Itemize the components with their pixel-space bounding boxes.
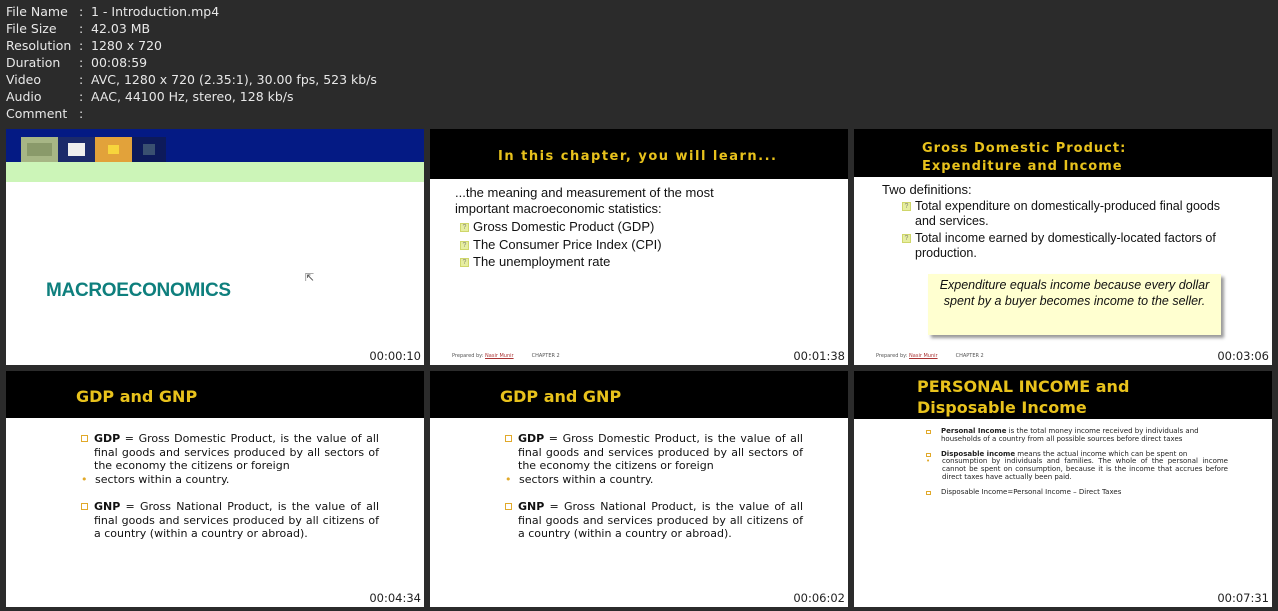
bullet-icon xyxy=(926,453,931,457)
mouse-cursor-icon: ⇱ xyxy=(305,271,315,284)
info-row-file-name: File Name : 1 - Introduction.mp4 xyxy=(6,4,220,19)
bullet-icon: ? xyxy=(460,223,469,232)
list-item: ? Total income earned by domestically-located factors of production. xyxy=(902,231,1232,261)
gnp-definition: GNP = Gross National Product, is the value of all final goods and services produced by all citizens of a country (within a country or abroad). xyxy=(81,500,379,541)
formula: Disposable Income=Personal Income – Direct Taxes xyxy=(926,489,1228,497)
bullet-icon xyxy=(505,503,512,510)
slide-lead: Two definitions: xyxy=(882,182,972,197)
thumbnail-3[interactable] xyxy=(854,129,1272,365)
slide-title: GDP and GNP xyxy=(430,371,848,418)
timestamp: 00:00:10 xyxy=(369,349,421,363)
bullet-icon: ? xyxy=(902,202,911,211)
slide-title: Gross Domestic Product: Expenditure and Income xyxy=(854,129,1272,177)
slide-body: GDP = Gross Domestic Product, is the value of all final goods and services produced by all sectors of the economy the citizens or foreign • sectors within a country. GNP = Gross National Product, is the value of all final goods and services produced by all citizens of a country (within a country or abroad). xyxy=(81,432,379,540)
bullet-icon: ? xyxy=(460,258,469,267)
bullet-icon: ? xyxy=(902,234,911,243)
slide-footer: Prepared by: Nasir Munir CHAPTER 2 xyxy=(876,353,984,359)
bullet-icon xyxy=(505,435,512,442)
list-item: ? The unemployment rate xyxy=(460,253,662,271)
gnp-definition: GNP = Gross National Product, is the value of all final goods and services produced by all citizens of a country (within a country or abroad). xyxy=(505,500,803,541)
disposable-income-definition: Disposable income means the actual income which can be spent on xyxy=(926,451,1228,459)
personal-income-definition: Personal Income is the total money income received by individuals and households of a country from all possible sources before direct taxes xyxy=(926,428,1228,444)
thumbnail-5[interactable] xyxy=(430,371,848,607)
info-row-duration: Duration : 00:08:59 xyxy=(6,55,148,70)
list-item: ? The Consumer Price Index (CPI) xyxy=(460,236,662,254)
bullet-icon xyxy=(926,491,931,495)
gdp-definition: GDP = Gross Domestic Product, is the value of all final goods and services produced by all sectors of the economy the citizens or foreign xyxy=(81,432,379,473)
file-info xyxy=(6,3,377,122)
info-row-resolution: Resolution : 1280 x 720 xyxy=(6,38,163,53)
thumbnail-6[interactable] xyxy=(854,371,1272,607)
gdp-definition: GDP = Gross Domestic Product, is the value of all final goods and services produced by all sectors of the economy the citizens or foreign xyxy=(505,432,803,473)
thumbnail-1[interactable] xyxy=(6,129,424,365)
slide-list xyxy=(902,199,1232,261)
bullet-icon xyxy=(81,503,88,510)
slide-title: PERSONAL INCOME and Disposable Income xyxy=(854,371,1272,419)
timestamp: 00:04:34 xyxy=(369,591,421,605)
info-row-video: Video : AVC, 1280 x 720 (2.35:1), 30.00 fps, 523 kb/s xyxy=(6,72,377,87)
logo-squares xyxy=(21,137,166,162)
slide-title: In this chapter, you will learn... xyxy=(430,129,848,179)
timestamp: 00:03:06 xyxy=(1217,349,1269,363)
slide-title: MACROECONOMICS xyxy=(46,280,231,301)
bullet-icon xyxy=(926,430,931,434)
slide-body: Personal Income is the total money income received by individuals and households of a country from all possible sources before direct taxes Disposable income means the actual income which can be spent on • consumption by individuals and families. The whole of the personal income cannot be spent on consumption, because it is the income that accrues before direct taxes have actually been paid. Disposable Income=Personal Income – Direct Taxes xyxy=(926,427,1228,496)
slide-list xyxy=(460,218,662,271)
bullet-icon xyxy=(81,435,88,442)
info-row-file-size: File Size : 42.03 MB xyxy=(6,21,151,36)
slide-green-band xyxy=(6,162,424,182)
slide-title: GDP and GNP xyxy=(6,371,424,418)
thumbnail-4[interactable] xyxy=(6,371,424,607)
list-item: ? Gross Domestic Product (GDP) xyxy=(460,218,662,236)
slide-intro: ...the meaning and measurement of the most important macroeconomic statistics: xyxy=(455,185,714,216)
list-item: ? Total expenditure on domestically-produced final goods and services. xyxy=(902,199,1232,229)
slide-footer: Prepared by: Nasir Munir CHAPTER 2 xyxy=(452,353,560,359)
thumbnail-2[interactable] xyxy=(430,129,848,365)
callout-box: Expenditure equals income because every dollar spent by a buyer becomes income to the seller. xyxy=(928,274,1221,335)
info-row-comment: Comment : xyxy=(6,106,84,121)
slide-body: GDP = Gross Domestic Product, is the value of all final goods and services produced by all sectors of the economy the citizens or foreign • sectors within a country. GNP = Gross National Product, is the value of all final goods and services produced by all citizens of a country (within a country or abroad). xyxy=(505,432,803,540)
bullet-icon: ? xyxy=(460,241,469,250)
info-row-audio: Audio : AAC, 44100 Hz, stereo, 128 kb/s xyxy=(6,89,294,104)
timestamp: 00:07:31 xyxy=(1217,591,1269,605)
timestamp: 00:06:02 xyxy=(793,591,845,605)
timestamp: 00:01:38 xyxy=(793,349,845,363)
